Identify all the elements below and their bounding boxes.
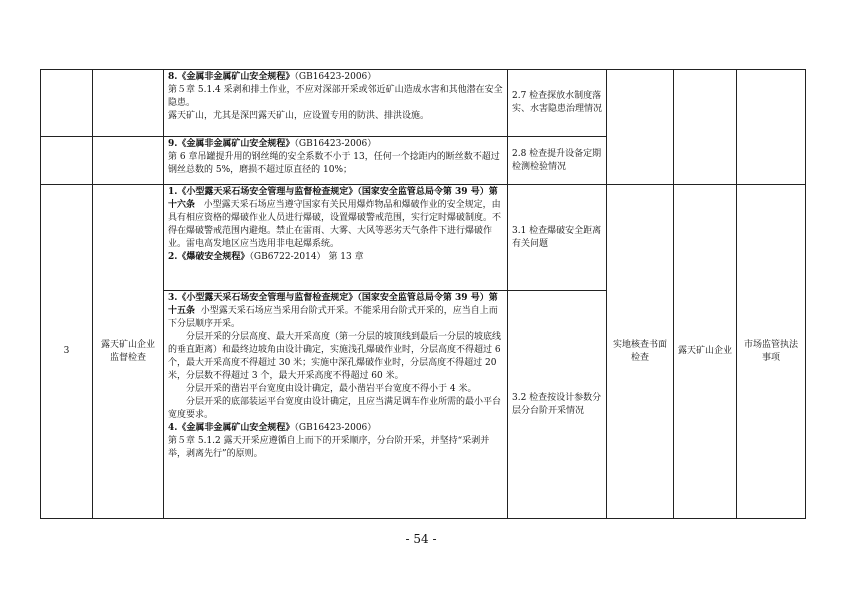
basis-title: 9.《金属非金属矿山安全规程》 [168,139,295,149]
basis-title: 2.《爆破安全规程》 [168,252,250,262]
check-item-cell: 2.8 检查提升设备定期检测检验情况 [508,137,607,185]
basis-cell-9: 9.《金属非金属矿山安全规程》（GB16423-2006） 第 6 章吊罐提升用的钢丝绳的安全系数不小于 13，任何一个捻距内的断丝数不超过钢丝总数的 5%，磨损不超过原直径的 10%； [164,137,508,185]
seq-cell-empty-1 [41,70,93,137]
item-cell-empty-1 [93,70,164,137]
basis-cell-1: 1.《小型露天采石场安全管理与监督检查规定》（国家安全监管总局令第 39 号）第十六条 小型露天采石场应当遵守国家有关民用爆炸物品和爆破作业的安全规定，由具有相应资格的爆破作业人员进行爆破，设置爆破警戒范围，实行定时爆破制度。不得在爆破警戒范围内避炮。禁止在雷雨、大雾、大风等恶劣天气条件下进行爆破作业。雷电高发地区应当选用非电起爆系统。 2.《爆破安全规程》（GB6722-2014） 第 13 章 [164,185,508,291]
basis-title: 8.《金属非金属矿山安全规程》 [168,72,295,82]
target-cell: 露天矿山企业 [674,185,737,519]
method-cell-empty-1 [607,70,674,185]
method-cell: 实地核查书面检查 [607,185,674,519]
check-item-cell: 3.1 检查爆破安全距离有关问题 [508,185,607,291]
target-cell-empty-1 [674,70,737,185]
basis-title: 1.《小型露天采石场安全管理与监督检查规定》（国家安全监管总局令第 39 号）第十六条 [168,187,498,210]
seq-cell-empty-2 [41,137,93,185]
seq-cell: 3 [41,185,93,519]
basis-cell-3: 3.《小型露天采石场安全管理与监督检查规定》（国家安全监管总局令第 39 号）第十五条 小型露天采石场应当采用台阶式开采。不能采用台阶式开采的，应当自上而下分层顺序开采。 分层开采的分层高度、最大开采高度（第一分层的坡顶线到最后一分层的坡底线的垂直距离）和最终边坡角由设计确定，实施浅孔爆破作业时，分层高度不得超过 6 个，最大开采高度不得超过 30 米；实施中深孔爆破作业时，分层高度不得超过 20 米，分层数不得超过 3 个，最大开采高度不得超过 60 米。 分层开采的凿岩平台宽度由设计确定，最小凿岩平台宽度不得小于 4 米。 分层开采的底部装运平台宽度由设计确定，且应当满足调车作业所需的最小平台宽度要求。 4.《金属非金属矿山安全规程》（GB16423-2006） 第５章 5.1.2 露天开采应遵循自上而下的开采顺序，分台阶开采，并坚持“采剥并举，剥离先行”的原则。 [164,291,508,519]
check-item-cell: 3.2 检查按设计参数分层分台阶开采情况 [508,291,607,519]
item-name-cell: 露天矿山企业监督检查 [93,185,164,519]
category-cell-empty-1 [737,70,806,185]
table-row [41,70,806,137]
basis-cell-8: 8.《金属非金属矿山安全规程》（GB16423-2006） 第５章 5.1.4 采剥和排土作业，不应对深部开采或邻近矿山造成水害和其他潜在安全隐患。 露天矿山，尤其是深凹露天矿山，应设置专用的防洪、排洪设施。 [164,70,508,137]
category-cell: 市场监管执法事项 [737,185,806,519]
check-item-cell: 2.7 检查探放水制度落实、水害隐患治理情况 [508,70,607,137]
table-row [41,185,806,291]
page-number: - 54 - [405,532,437,546]
basis-title: 3.《小型露天采石场安全管理与监督检查规定》（国家安全监管总局令第 39 号）第十五条 [168,293,498,316]
basis-title: 4.《金属非金属矿山安全规程》 [168,423,295,433]
inspection-table [40,69,806,519]
item-cell-empty-2 [93,137,164,185]
